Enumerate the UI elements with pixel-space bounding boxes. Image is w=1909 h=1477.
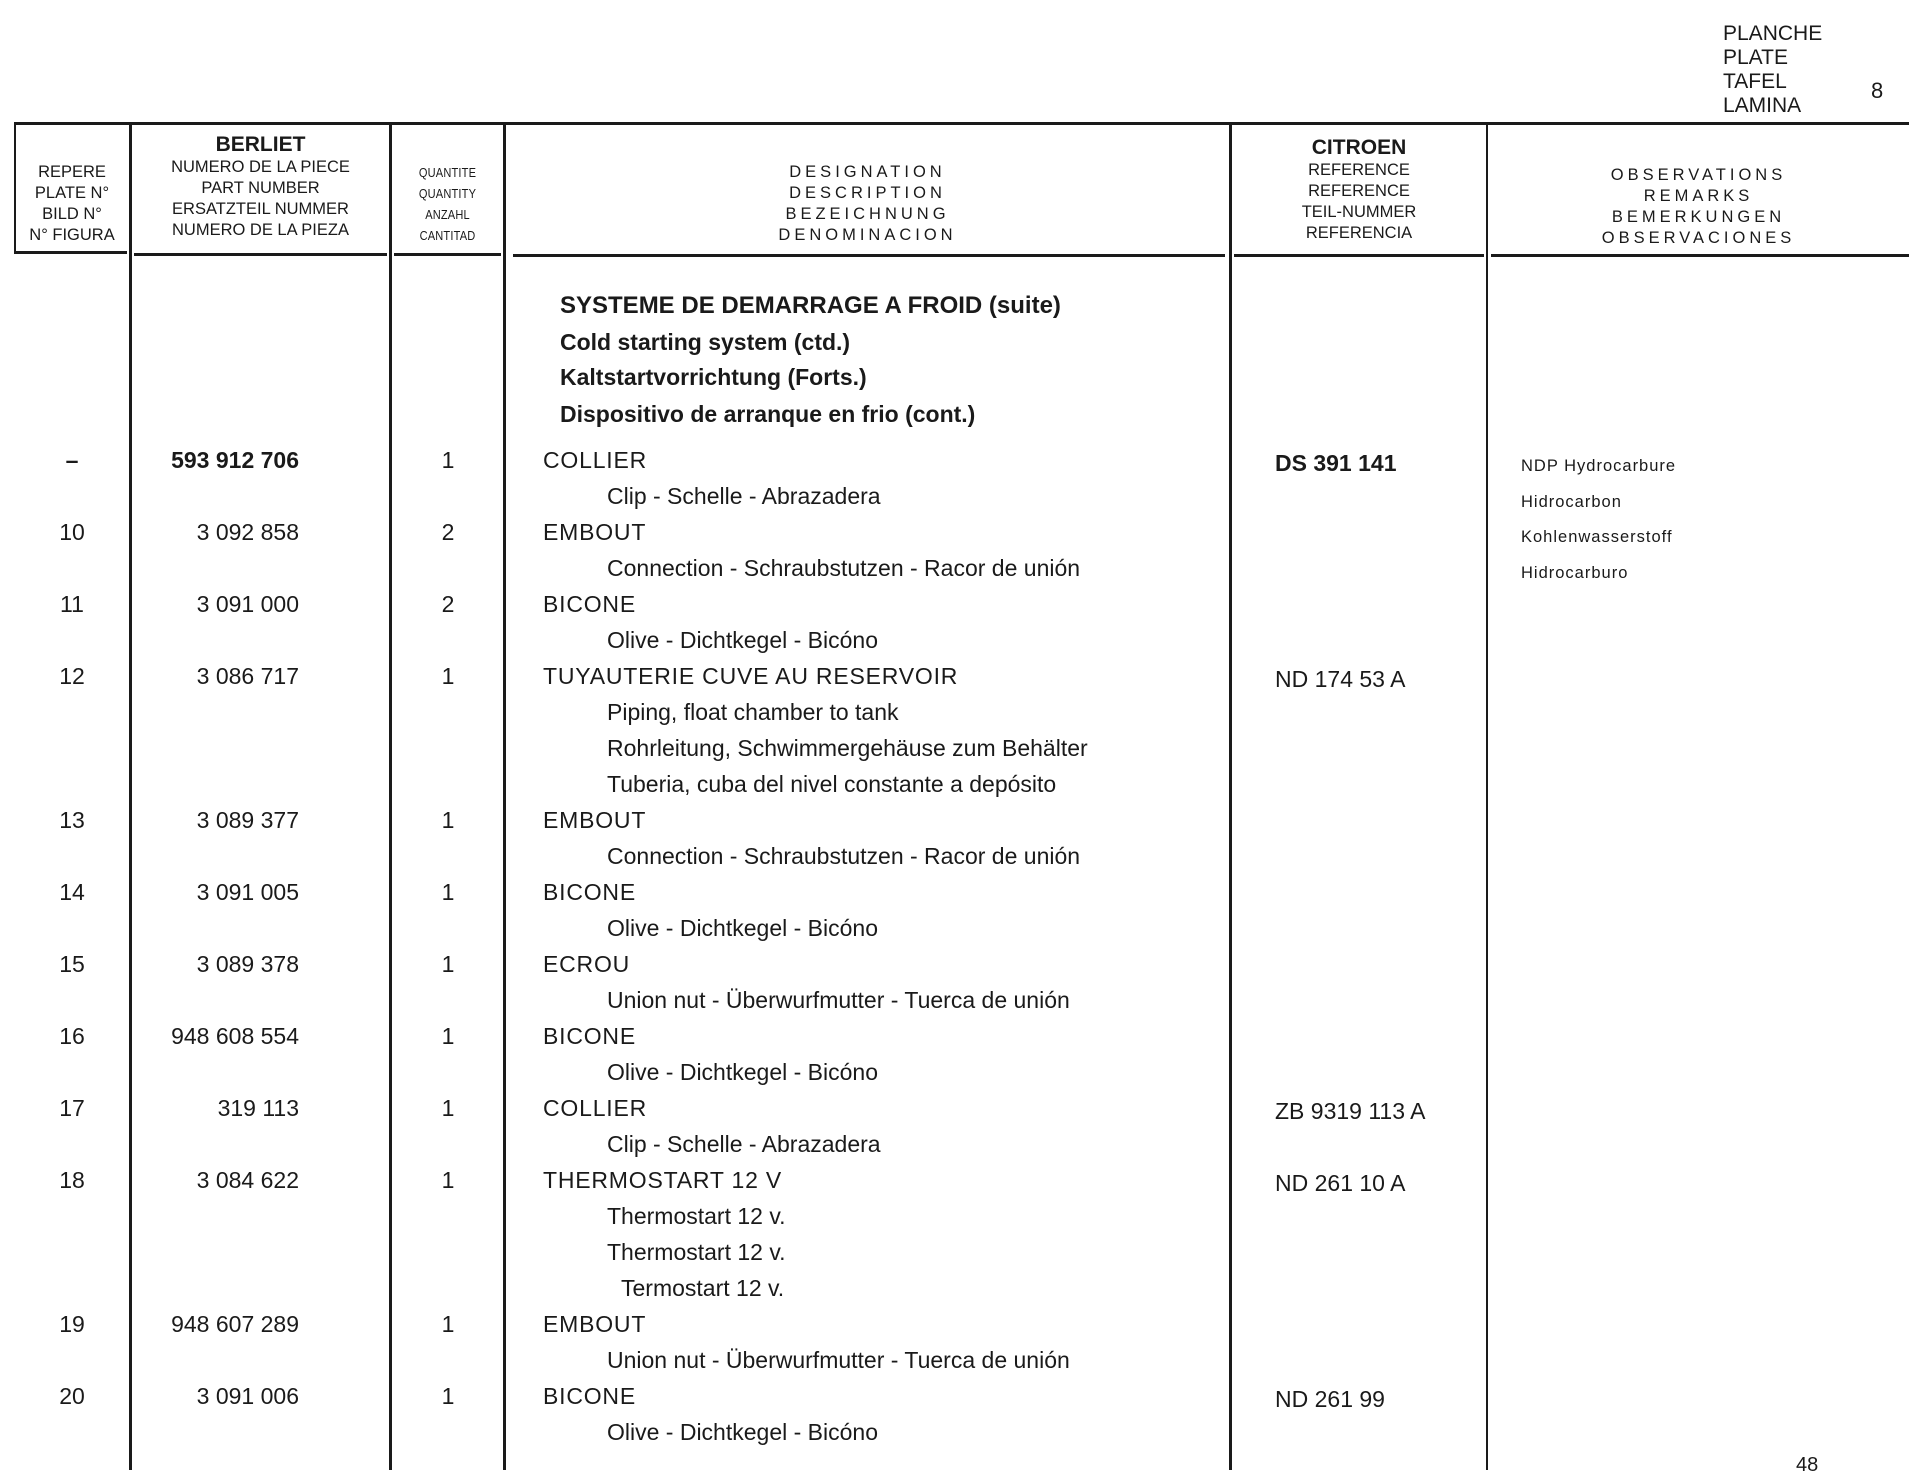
header-underline-citroen [1234,254,1484,257]
quantity-value: 1 [441,879,455,905]
header-designation [506,162,1229,246]
header-underline-designation [513,254,1225,257]
quantity-value: 1 [441,1023,455,1049]
column-divider-1 [129,125,132,1470]
quantity-value: 1 [441,1167,455,1193]
quantity-value: 1 [441,807,455,833]
citroen-reference: ZB 9319 113 A [1275,1098,1426,1124]
repere-number: 16 [59,1023,85,1049]
part-name: EMBOUT [543,1311,647,1337]
part-name: ECROU [543,951,631,977]
header-citroen [1232,136,1486,244]
part-description: Thermostart 12 v. [607,1239,786,1265]
header-repere-line: BILD N° [42,205,102,223]
header-designation-line: DESIGNATION [789,163,946,181]
page-number: 48 [1796,1454,1819,1476]
header-observations-line: OBSERVACIONES [1601,229,1796,247]
part-description: Union nut - Überwurfmutter - Tuerca de unión [607,1347,1070,1373]
part-description: Rohrleitung, Schwimmergehäuse zum Behälter [607,735,1088,761]
repere-number: – [65,447,79,473]
repere-number: 14 [59,879,85,905]
plate-label-de: TAFEL [1723,70,1787,93]
berliet-part-number: 3 089 377 [196,807,299,833]
part-description: Piping, float chamber to tank [607,699,899,725]
header-repere-line: N° FIGURA [29,226,115,244]
berliet-part-number: 948 607 289 [171,1311,299,1337]
header-repere-line: PLATE N° [34,184,110,202]
berliet-part-number: 319 113 [217,1095,299,1121]
header-repere [14,162,130,246]
part-description: Olive - Dichtkegel - Bicóno [607,1419,878,1445]
header-underline-observations [1491,254,1909,257]
part-description: Thermostart 12 v. [607,1203,786,1229]
column-divider-4 [1229,125,1232,1470]
header-berliet-line: ERSATZTEIL NUMMER [172,200,349,218]
berliet-part-number: 948 608 554 [171,1023,299,1049]
part-description: Connection - Schraubstutzen - Racor de unión [607,843,1081,869]
citroen-reference: ND 261 10 A [1275,1170,1406,1196]
header-citroen-line: REFERENCE [1308,161,1410,179]
header-quantity [400,162,494,246]
observation-note: Kohlenwasserstoff [1521,528,1673,546]
citroen-reference: DS 391 141 [1275,450,1397,476]
repere-number: 13 [59,807,85,833]
part-description: Olive - Dichtkegel - Bicóno [607,627,878,653]
quantity-value: 2 [441,591,455,617]
header-quantity-line: QUANTITE [418,165,477,180]
plate-number: 8 [1871,78,1884,103]
berliet-part-number: 3 091 006 [196,1383,299,1409]
part-description: Union nut - Überwurfmutter - Tuerca de unión [607,987,1070,1013]
header-repere-line: REPERE [38,163,106,181]
header-observations-line: REMARKS [1643,187,1754,205]
header-observations-line: BEMERKUNGEN [1611,208,1786,226]
header-berliet-brand: BERLIET [215,133,306,156]
berliet-part-number: 593 912 706 [171,447,299,473]
header-berliet-line: PART NUMBER [201,179,320,197]
berliet-part-number: 3 091 005 [196,879,299,905]
header-observations-line: OBSERVATIONS [1610,166,1787,184]
observation-note: Hidrocarbon [1521,493,1622,511]
header-designation-line: DESCRIPTION [789,184,946,202]
repere-number: 18 [59,1167,85,1193]
berliet-part-number: 3 091 000 [196,591,299,617]
part-name: COLLIER [543,1095,648,1121]
part-description: Clip - Schelle - Abrazadera [607,1131,881,1157]
header-berliet [132,133,389,241]
citroen-reference: ND 261 99 [1275,1386,1385,1412]
part-name: THERMOSTART 12 V [543,1167,783,1193]
part-description: Clip - Schelle - Abrazadera [607,483,881,509]
berliet-part-number: 3 084 622 [196,1167,299,1193]
section-title-es: Dispositivo de arranque en frio (cont.) [560,401,976,427]
berliet-part-number: 3 089 378 [196,951,299,977]
quantity-value: 2 [441,519,455,545]
part-name: COLLIER [543,447,648,473]
quantity-value: 1 [441,447,455,473]
repere-number: 15 [59,951,85,977]
repere-number: 12 [59,663,85,689]
header-underline-repere [14,251,127,254]
header-citroen-line: TEIL-NUMMER [1301,203,1417,221]
plate-label-en: PLATE [1723,46,1788,69]
part-description: Termostart 12 v. [621,1275,785,1301]
header-citroen-brand: CITROEN [1311,136,1407,159]
part-description: Connection - Schraubstutzen - Racor de unión [607,555,1081,581]
part-description: Olive - Dichtkegel - Bicóno [607,1059,878,1085]
plate-label-fr: PLANCHE [1723,22,1823,45]
quantity-value: 1 [441,1311,455,1337]
plate-label-es: LAMINA [1723,94,1802,117]
column-divider-5 [1486,125,1488,1470]
quantity-value: 1 [441,663,455,689]
part-name: EMBOUT [543,807,647,833]
repere-number: 11 [60,591,84,617]
berliet-part-number: 3 092 858 [196,519,299,545]
header-designation-line: DENOMINACION [778,226,957,244]
section-title-de: Kaltstartvorrichtung (Forts.) [560,364,867,390]
section-title-fr: SYSTEME DE DEMARRAGE A FROID (suite) [560,292,1061,319]
part-name: BICONE [543,591,636,617]
quantity-value: 1 [441,1383,455,1409]
repere-number: 10 [59,519,85,545]
header-quantity-line: ANZAHL [425,207,470,222]
column-divider-3 [503,125,506,1470]
header-citroen-line: REFERENCE [1308,182,1410,200]
header-quantity-line: QUANTITY [418,186,477,201]
table-top-rule [14,122,1909,125]
header-designation-line: BEZEICHNUNG [785,205,950,223]
observation-note: NDP Hydrocarbure [1521,457,1677,475]
berliet-part-number: 3 086 717 [196,663,299,689]
quantity-value: 1 [441,951,455,977]
observation-note: Hidrocarburo [1521,564,1629,582]
part-name: EMBOUT [543,519,647,545]
repere-number: 19 [59,1311,85,1337]
plate-labels [1723,22,1822,118]
part-name: BICONE [543,1023,636,1049]
part-description: Olive - Dichtkegel - Bicóno [607,915,878,941]
header-observations [1488,165,1909,249]
header-berliet-line: NUMERO DE LA PIECE [171,158,350,176]
section-title-en: Cold starting system (ctd.) [560,329,851,355]
header-quantity-line: CANTITAD [419,228,476,243]
part-description: Tuberia, cuba del nivel constante a depósito [607,771,1057,797]
part-name: BICONE [543,879,636,905]
part-name: BICONE [543,1383,636,1409]
part-name: TUYAUTERIE CUVE AU RESERVOIR [543,663,959,689]
header-underline-berliet [134,253,387,256]
repere-number: 20 [59,1383,85,1409]
header-citroen-line: REFERENCIA [1305,224,1413,242]
citroen-reference: ND 174 53 A [1275,666,1406,692]
header-berliet-line: NUMERO DE LA PIEZA [172,221,349,239]
header-underline-qty [394,253,501,256]
quantity-value: 1 [441,1095,455,1121]
column-divider-2 [389,125,392,1470]
repere-number: 17 [59,1095,85,1121]
